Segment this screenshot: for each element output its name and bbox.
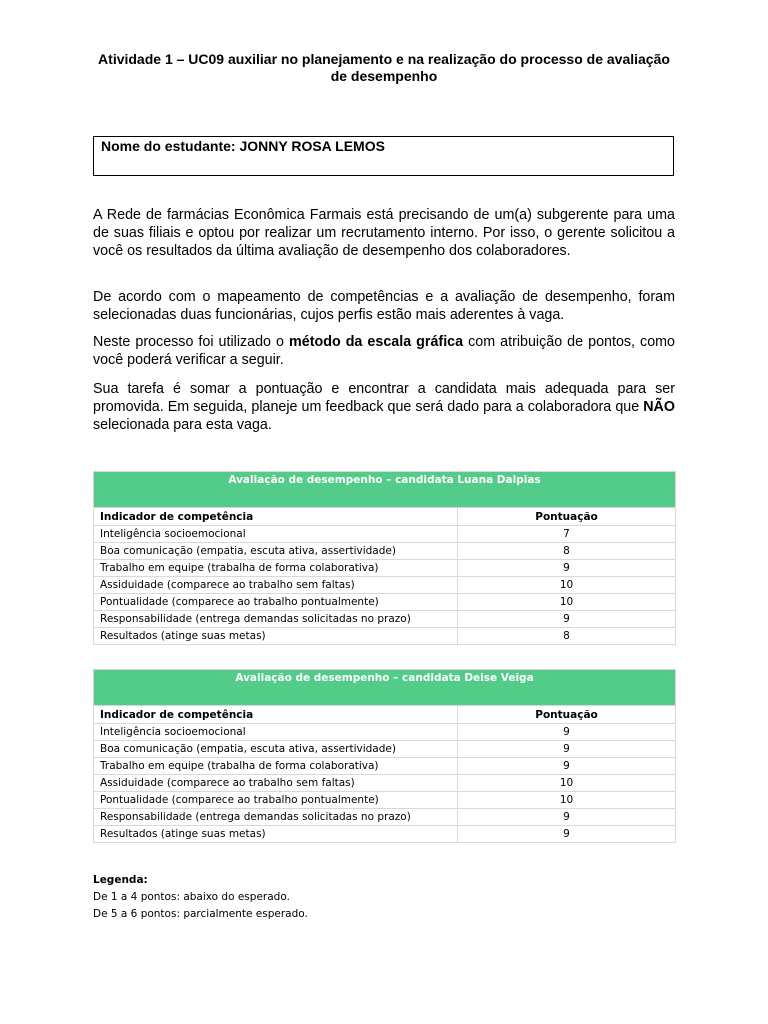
indicator-cell: Inteligência socioemocional <box>94 724 458 741</box>
paragraph-task-bold: NÃO <box>643 399 675 415</box>
evaluation-table-deise <box>93 669 676 843</box>
document-title: Atividade 1 – UC09 auxiliar no planejamento e na realização do processo de avaliação de desempenho <box>98 51 670 84</box>
table-row <box>94 741 676 758</box>
score-cell: 9 <box>458 724 676 741</box>
legend-title: Legenda: <box>93 874 148 886</box>
score-cell: 10 <box>458 775 676 792</box>
indicator-cell: Boa comunicação (empatia, escuta ativa, assertividade) <box>94 543 458 560</box>
indicator-cell: Pontualidade (comparece ao trabalho pontualmente) <box>94 594 458 611</box>
paragraph-method <box>93 333 675 369</box>
table-row <box>94 594 676 611</box>
score-cell: 10 <box>458 792 676 809</box>
table-row <box>94 792 676 809</box>
score-cell: 9 <box>458 611 676 628</box>
column-header-indicator: Indicador de competência <box>94 706 458 724</box>
paragraph-method-text-2: com atribuição de pontos, como você poderá verificar a seguir. <box>93 334 676 368</box>
table-row <box>94 577 676 594</box>
indicator-cell: Responsabilidade (entrega demandas solicitadas no prazo) <box>94 611 458 628</box>
indicator-cell: Resultados (atinge suas metas) <box>94 826 458 843</box>
paragraph-method-text-1: Neste processo foi utilizado o <box>93 334 290 350</box>
evaluation-table-luana <box>93 471 676 645</box>
paragraph-task <box>93 380 675 434</box>
score-cell: 10 <box>458 594 676 611</box>
score-cell: 8 <box>458 543 676 560</box>
indicator-cell: Resultados (atinge suas metas) <box>94 628 458 645</box>
indicator-cell: Trabalho em equipe (trabalha de forma colaborativa) <box>94 560 458 577</box>
score-cell: 9 <box>458 741 676 758</box>
indicator-cell: Trabalho em equipe (trabalha de forma colaborativa) <box>94 758 458 775</box>
student-name-box <box>93 136 674 176</box>
table-row <box>94 826 676 843</box>
indicator-cell: Assiduidade (comparece ao trabalho sem faltas) <box>94 577 458 594</box>
table-title: Avaliação de desempenho – candidata Luana Dalpias <box>94 472 676 508</box>
score-cell: 9 <box>458 758 676 775</box>
indicator-cell: Responsabilidade (entrega demandas solicitadas no prazo) <box>94 809 458 826</box>
paragraph-selection: De acordo com o mapeamento de competências e a avaliação de desempenho, foram selecionadas duas funcionárias, cujos perfis estão mais aderentes à vaga. <box>93 289 675 323</box>
score-cell: 7 <box>458 526 676 543</box>
table-header-row <box>94 508 676 526</box>
table-row <box>94 543 676 560</box>
legend-item: De 5 a 6 pontos: parcialmente esperado. <box>93 908 308 920</box>
paragraph-method-bold: método da escala gráfica <box>289 334 464 350</box>
table-row <box>94 724 676 741</box>
column-header-score: Pontuação <box>458 508 676 526</box>
column-header-score: Pontuação <box>458 706 676 724</box>
table-row <box>94 560 676 577</box>
indicator-cell: Assiduidade (comparece ao trabalho sem faltas) <box>94 775 458 792</box>
table-title: Avaliação de desempenho – candidata Deise Veiga <box>94 670 676 706</box>
table-header-row <box>94 706 676 724</box>
score-cell: 9 <box>458 809 676 826</box>
score-cell: 9 <box>458 560 676 577</box>
paragraph-task-text-2: selecionada para esta vaga. <box>93 417 272 433</box>
paragraph-task-text-1: Sua tarefa é somar a pontuação e encontrar a candidata mais adequada para ser promovida. Em seguida, planeje um feedback que será dado para a colaboradora que <box>93 381 675 415</box>
paragraph-context: A Rede de farmácias Econômica Farmais está precisando de um(a) subgerente para uma de suas filiais e optou por realizar um recrutamento interno. Por isso, o gerente solicitou a você os resultados da última avaliação de desempenho dos colaboradores. <box>93 207 675 259</box>
table-row <box>94 758 676 775</box>
table-row <box>94 526 676 543</box>
table-row <box>94 775 676 792</box>
indicator-cell: Boa comunicação (empatia, escuta ativa, assertividade) <box>94 741 458 758</box>
indicator-cell: Inteligência socioemocional <box>94 526 458 543</box>
legend <box>93 872 308 923</box>
table-row <box>94 611 676 628</box>
indicator-cell: Pontualidade (comparece ao trabalho pontualmente) <box>94 792 458 809</box>
student-name-value: JONNY ROSA LEMOS <box>239 138 385 154</box>
student-name-label: Nome do estudante: <box>101 138 240 154</box>
score-cell: 10 <box>458 577 676 594</box>
table-row <box>94 628 676 645</box>
legend-item: De 1 a 4 pontos: abaixo do esperado. <box>93 891 290 903</box>
score-cell: 9 <box>458 826 676 843</box>
score-cell: 8 <box>458 628 676 645</box>
table-row <box>94 809 676 826</box>
column-header-indicator: Indicador de competência <box>94 508 458 526</box>
